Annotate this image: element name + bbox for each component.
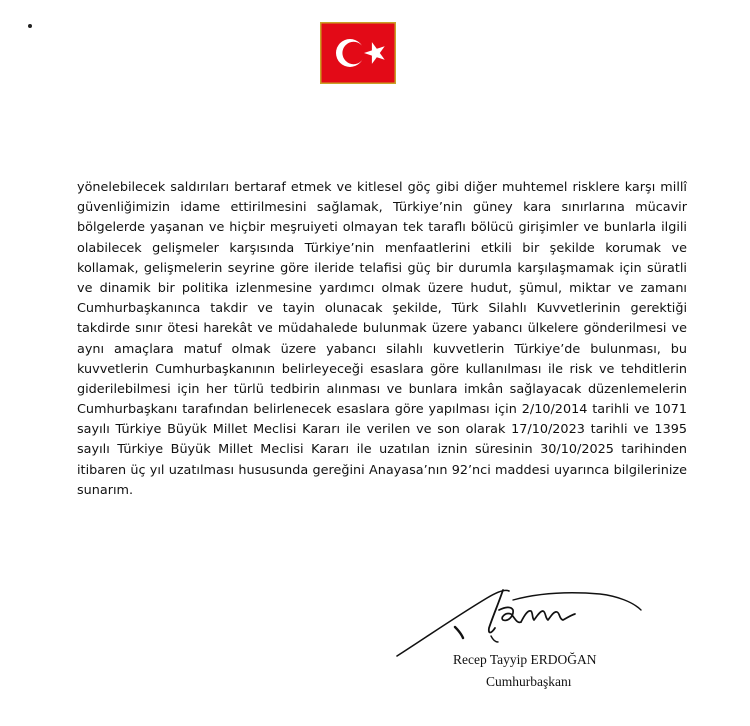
body-line: Cumhurbaşkanınca takdir ve tayin olunacak şekilde, Türk Silahlı Kuvvetlerinin gerektiği <box>77 301 687 317</box>
body-line: güvenliğimizin idame ettirilmesini sağlamak, Türkiye’nin güney kara sınırlarına mücavir <box>77 200 687 216</box>
body-line: yönelebilecek saldırıları bertaraf etmek ve kitlesel göç gibi diğer muhtemel risklere karşı millî <box>77 180 687 195</box>
signatory-name: Recep Tayyip ERDOĞAN <box>453 652 597 667</box>
body-line: ve dinamik bir politika izlenmesine yardımcı olmak üzere hudut, şümul, miktar ve zamanı <box>77 280 687 296</box>
letter-body <box>77 178 687 501</box>
margin-dot <box>28 24 32 28</box>
turkish-flag-icon <box>320 22 396 84</box>
body-line-closing: sunarım. <box>77 482 134 498</box>
body-line: bölgelerde yaşanan ve hiçbir meşruiyeti olmayan tek taraflı bölücü girişimler ve bunlarla ilgili <box>77 220 687 236</box>
signatory-title: Cumhurbaşkanı <box>486 674 572 689</box>
handwritten-signature <box>395 580 645 660</box>
body-line: olabilecek gelişmeler karşısında Türkiye’nin menfaatlerini etkili bir şekilde korumak ve <box>77 240 687 256</box>
body-line: itibaren üç yıl uzatılması hususunda gereğini Anayasa’nın 92’nci maddesi uyarınca bilgilerinize <box>77 462 687 478</box>
body-line: takdirde sınır ötesi harekât ve müdahalede bulunmak üzere yabancı ülkelere gönderilmesi ve <box>77 321 687 337</box>
body-line: giderilebilmesi için her türlü tedbirin alınması ve bunlara imkân sağlayacak düzenlemelerin <box>77 381 687 397</box>
body-line: kollamak, gelişmelerin seyrine göre ileride telafisi güç bir durumla karşılaşmamak için süratli <box>77 260 687 276</box>
body-line: kuvvetlerin Cumhurbaşkanının belirleyeceği esaslara göre kullanılması ile risk ve tehditlerin <box>77 361 687 377</box>
body-line: Cumhurbaşkanı tarafından belirlenecek esaslara göre yapılması için 2/10/2014 tarihli ve 1071 <box>77 402 687 418</box>
body-line: aynı amaçlara matuf olmak üzere yabancı silahlı kuvvetlerin Türkiye’de bulunması, bu <box>77 341 687 357</box>
body-line: sayılı Türkiye Büyük Millet Meclisi Kararı ile verilen ve son olarak 17/10/2023 tarihli ve 1395 <box>77 422 687 438</box>
body-line: sayılı Türkiye Büyük Millet Meclisi Kararı ile uzatılan iznin süresinin 30/10/2025 tarihinden <box>77 442 687 458</box>
